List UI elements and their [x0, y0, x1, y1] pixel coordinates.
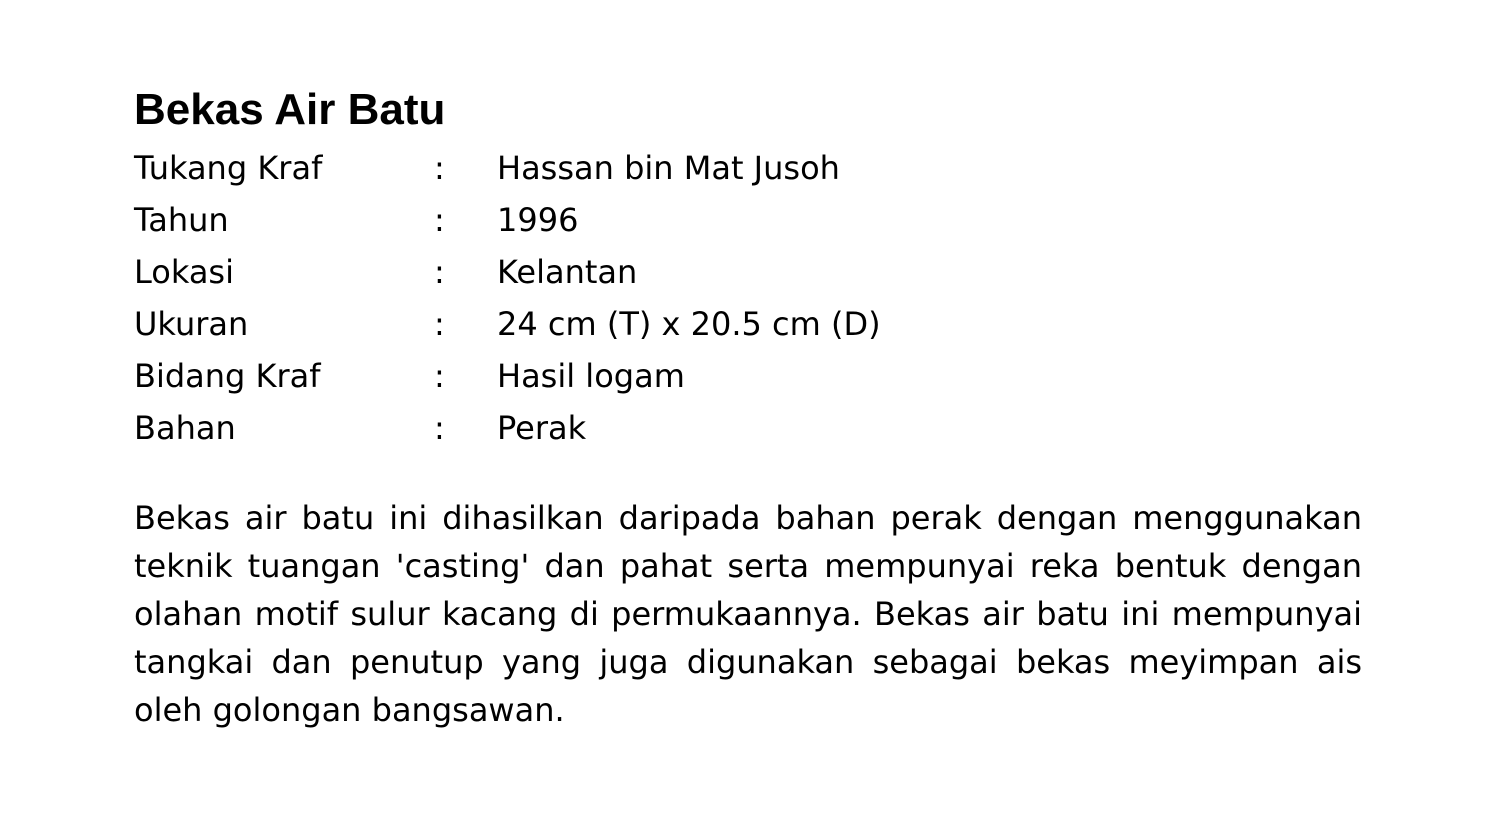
metadata-row-bidang-kraf: [134, 350, 1362, 402]
metadata-label: Ukuran: [134, 305, 249, 343]
metadata-separator: :: [434, 305, 445, 343]
metadata-row-lokasi: [134, 246, 1362, 298]
metadata-table: [134, 142, 1362, 454]
metadata-row-bahan: [134, 402, 1362, 454]
document-title: Bekas Air Batu: [134, 85, 446, 134]
metadata-value: Kelantan: [497, 253, 638, 291]
metadata-row-ukuran: [134, 298, 1362, 350]
metadata-separator: :: [434, 357, 445, 395]
document-page: [134, 84, 1362, 766]
metadata-label: Bidang Kraf: [134, 357, 321, 395]
metadata-value: Perak: [497, 409, 587, 447]
metadata-separator: :: [434, 149, 445, 187]
metadata-separator: :: [434, 201, 445, 239]
metadata-value: Hassan bin Mat Jusoh: [497, 149, 840, 187]
description-paragraph: Bekas air batu ini dihasilkan daripada bahan perak dengan menggunakan teknik tuangan 'casting' dan pahat serta mempunyai reka bentuk dengan olahan motif sulur kacang di permukaannya. Bekas air batu ini mempunyai tangkai dan penutup yang juga digunakan sebagai bekas meyimpan ais oleh golongan bangsawan.: [134, 499, 1362, 729]
metadata-value: 1996: [497, 201, 579, 239]
metadata-separator: :: [434, 253, 445, 291]
metadata-label: Tahun: [134, 201, 229, 239]
metadata-label: Lokasi: [134, 253, 234, 291]
metadata-row-tukang-kraf: [134, 142, 1362, 194]
metadata-row-tahun: [134, 194, 1362, 246]
metadata-separator: :: [434, 409, 445, 447]
metadata-value: Hasil logam: [497, 357, 685, 395]
metadata-value: 24 cm (T) x 20.5 cm (D): [497, 305, 881, 343]
metadata-label: Bahan: [134, 409, 236, 447]
metadata-label: Tukang Kraf: [134, 149, 323, 187]
